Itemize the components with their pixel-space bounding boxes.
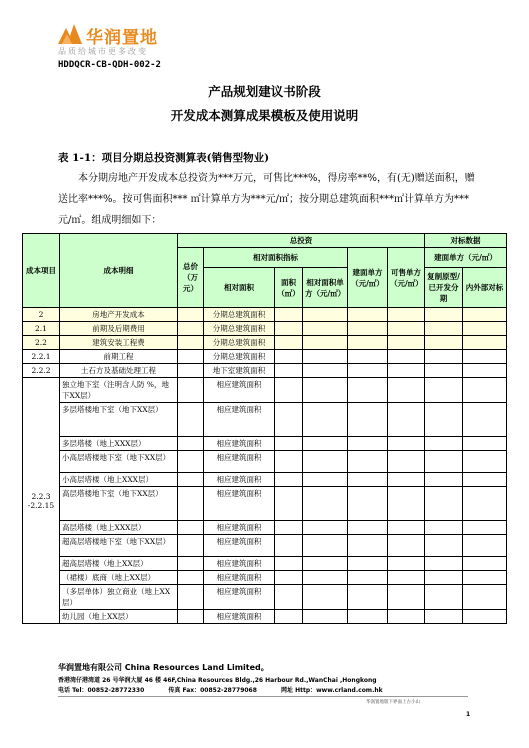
row-relative-area: 相应建筑面积 (204, 487, 275, 521)
document-title-line-1: 产品规划建议书阶段 (208, 84, 321, 99)
header-area-indicator: 相对面积指标 (204, 248, 348, 268)
header-bench-build-unit: 建面单方（元/㎡） (425, 248, 507, 268)
header-total-investment: 总投资 (178, 234, 425, 248)
row-relative-area: 相应建筑面积 (204, 585, 275, 610)
row-detail: 建筑安装工程费 (60, 336, 178, 350)
row-relative-area: 相应建筑面积 (204, 403, 275, 437)
footer-address: 香港湾仔港湾道 26 号华润大厦 46 楼 46F,China Resources Bldg.,26 Harbour Rd.,WanChai ,Hongkong (58, 677, 377, 684)
row-code: 2.2 (23, 336, 60, 350)
row-detail: 小高层塔楼（地上XXX层） (60, 473, 178, 487)
header-saleable-unit: 可售单方（元/㎡） (388, 248, 425, 308)
row-relative-area: 相应建筑面积 (204, 557, 275, 571)
row-relative-area: 相应建筑面积 (204, 535, 275, 557)
row-detail: 超高层塔楼（地上XX层） (60, 557, 178, 571)
logo-slogan: 品质给城市更多改变 (58, 47, 148, 56)
table-row (23, 571, 507, 585)
table-row (23, 487, 507, 521)
table-row (23, 437, 507, 451)
footer-contact (58, 685, 405, 694)
header-total-price: 总价（万元） (178, 248, 204, 308)
footer-divider (58, 696, 468, 697)
row-detail: 小高层塔楼地下室（地下XX层） (60, 451, 178, 473)
table-row (23, 557, 507, 571)
table-row (23, 378, 507, 403)
company-logo (58, 22, 218, 58)
footer-web[interactable]: 网址 Http：www.crland.com.hk (281, 687, 383, 694)
row-relative-area: 分期总建筑面积 (204, 322, 275, 336)
header-benchmark: 对标数据 (425, 234, 507, 248)
intro-paragraph: 本分期房地产开发成本总投资为***万元，可售比***%，得房率**%，有(无)赠送面积，赠送比率***%。按可售面积*** ㎡计算单方为***元/㎡；按分期总建筑面积***㎡计算单方为***元/㎡。组成明细如下： (58, 173, 475, 226)
logo-mark-icon (58, 22, 82, 44)
row-detail: （裙楼）底商（地上XX层） (60, 571, 178, 585)
row-relative-area: 分期总建筑面积 (204, 336, 275, 350)
table-row (23, 322, 507, 336)
row-detail: 房地产开发成本 (60, 308, 178, 322)
row-code: 2.2.1 (23, 350, 60, 364)
footer-tagline: 华润置地版下界面上古小山 (366, 700, 420, 705)
page-number: 1 (466, 711, 471, 718)
table-row (23, 585, 507, 610)
row-code: 2.2.2 (23, 364, 60, 378)
table-row (23, 521, 507, 535)
header-bench-copy: 复制原型/已开发分期 (425, 268, 463, 308)
row-detail: 前期及后期费用 (60, 322, 178, 336)
group-code: 2.2.3 -2.2.15 (23, 378, 60, 624)
section-heading: 表 1-1：项目分期总投资测算表(销售型物业) (58, 152, 270, 164)
row-detail: 多层塔楼地下室（地下XX层） (60, 403, 178, 437)
table-row (23, 403, 507, 437)
row-relative-area: 分期总建筑面积 (204, 350, 275, 364)
footer-tel: 电话 Tel：00852-28772330 (58, 687, 145, 694)
row-relative-area: 相应建筑面积 (204, 473, 275, 487)
table-row (23, 308, 507, 322)
row-relative-area: 相应建筑面积 (204, 378, 275, 403)
row-relative-area: 相应建筑面积 (204, 451, 275, 473)
row-code: 2 (23, 308, 60, 322)
logo-name: 华润置地 (86, 28, 158, 48)
header-relative-area: 相对面积 (204, 268, 275, 308)
row-detail: 土石方及基础处理工程 (60, 364, 178, 378)
row-detail: （多层单体）独立商业（地上XX层） (60, 585, 178, 610)
row-detail: 独立地下室（注明含人防 %，地下XX层） (60, 378, 178, 403)
row-relative-area: 相应建筑面积 (204, 521, 275, 535)
row-detail: 多层塔楼（地上XXX层） (60, 437, 178, 451)
header-rel-area-unit: 相对面积单方（元/㎡） (303, 268, 348, 308)
document-title-line-2: 开发成本测算成果模板及使用说明 (170, 108, 359, 123)
row-relative-area: 地下室建筑面积 (204, 364, 275, 378)
header-cost-item: 成本项目 (23, 234, 60, 308)
document-code: HDDQCR-CB-QDH-002-2 (58, 60, 161, 70)
table-row (23, 336, 507, 350)
header-bench-internal: 内外部对标 (463, 268, 507, 308)
table-row (23, 364, 507, 378)
header-area: 面积（㎡） (275, 268, 303, 308)
row-detail: 高层塔楼地下室（地下XX层） (60, 487, 178, 521)
row-detail: 幼儿园（地上XX层） (60, 610, 178, 624)
row-detail: 高层塔楼（地上XXX层） (60, 521, 178, 535)
row-code: 2.1 (23, 322, 60, 336)
header-cost-detail: 成本明细 (60, 234, 178, 308)
investment-table (22, 233, 507, 624)
row-detail: 前期工程 (60, 350, 178, 364)
row-relative-area: 相应建筑面积 (204, 571, 275, 585)
row-detail: 超高层塔楼地下室（地下XX层） (60, 535, 178, 557)
row-relative-area: 相应建筑面积 (204, 437, 275, 451)
footer-company: 华润置地有限公司 China Resources Land Limited。 (58, 663, 269, 672)
header-build-unit: 建面单方（元/㎡） (348, 248, 388, 308)
footer-fax: 传真 Fax：00852-28779068 (168, 687, 257, 694)
table-row (23, 350, 507, 364)
table-row (23, 451, 507, 473)
table-row (23, 473, 507, 487)
table-row (23, 535, 507, 557)
row-relative-area: 分期总建筑面积 (204, 308, 275, 322)
table-row (23, 610, 507, 624)
row-relative-area: 相应建筑面积 (204, 610, 275, 624)
